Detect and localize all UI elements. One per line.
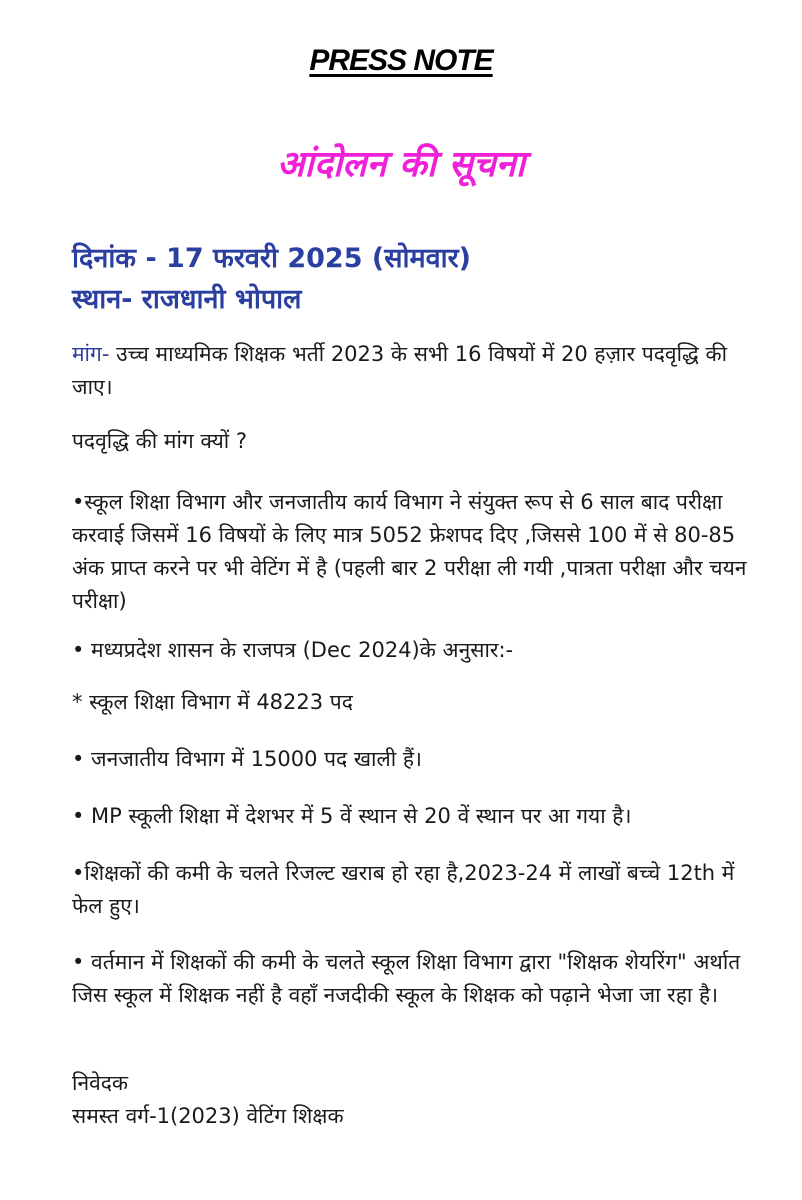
reason-point (72, 743, 752, 776)
reason-point (72, 800, 752, 833)
signoff-line-2: समस्त वर्ग-1(2023) वेटिंग शिक्षक (72, 1104, 344, 1128)
reason-text: • वर्तमान में शिक्षकों की कमी के चलते स्कूल शिक्षा विभाग द्वारा "शिक्षक शेयरिंग" अर्थात जिस स्कूल में शिक्षक नहीं है वहाँ नजदीकी स्कूल के शिक्षक को पढ़ाने भेजा जा रहा है। (72, 950, 741, 1007)
press-note-title: PRESS NOTE (309, 44, 493, 77)
event-date: दिनांक - 17 फरवरी 2025 (सोमवार) (72, 243, 471, 274)
reason-point (72, 946, 752, 1012)
event-place: स्थान- राजधानी भोपाल (72, 284, 302, 315)
reason-text: * स्कूल शिक्षा विभाग में 48223 पद (72, 690, 353, 714)
demand-text: उच्च माध्यमिक शिक्षक भर्ती 2023 के सभी 16 विषयों में 20 हज़ार पदवृद्धि की जाए। (72, 342, 728, 399)
reason-text: • जनजातीय विभाग में 15000 पद खाली हैं। (72, 747, 422, 771)
reason-point (72, 857, 752, 923)
reason-point (72, 686, 752, 719)
signoff-line-1: निवेदक (72, 1071, 129, 1095)
reason-text: •स्कूल शिक्षा विभाग और जनजातीय कार्य विभाग ने संयुक्त रूप से 6 साल बाद परीक्षा करवाई जिसमें 16 विषयों के लिए मात्र 5052 फ्रेशपद दिए ,जिससे 100 में से 80-85 अंक प्राप्त करने पर भी वेटिंग में है (पहली बार 2 परीक्षा ली गयी ,पात्रता परीक्षा और चयन परीक्षा) (72, 490, 747, 613)
reason-point (72, 486, 752, 618)
reason-text: •शिक्षकों की कमी के चलते रिजल्ट खराब हो रहा है,2023-24 में लाखों बच्चे 12th में फेल हुए। (72, 861, 735, 918)
question-text: पदवृद्धि की मांग क्यों ? (72, 429, 248, 453)
reason-point (72, 634, 752, 667)
signoff (72, 1067, 752, 1133)
demand-question (72, 425, 752, 458)
demand-label: मांग- (72, 342, 110, 366)
demand-paragraph (72, 338, 752, 404)
agitation-notice-headline: आंदोलन की सूचना (276, 144, 526, 185)
reason-text: • मध्यप्रदेश शासन के राजपत्र (Dec 2024)के अनुसार:- (72, 638, 514, 662)
reason-text: • MP स्कूली शिक्षा में देशभर में 5 वें स्थान से 20 वें स्थान पर आ गया है। (72, 804, 632, 828)
